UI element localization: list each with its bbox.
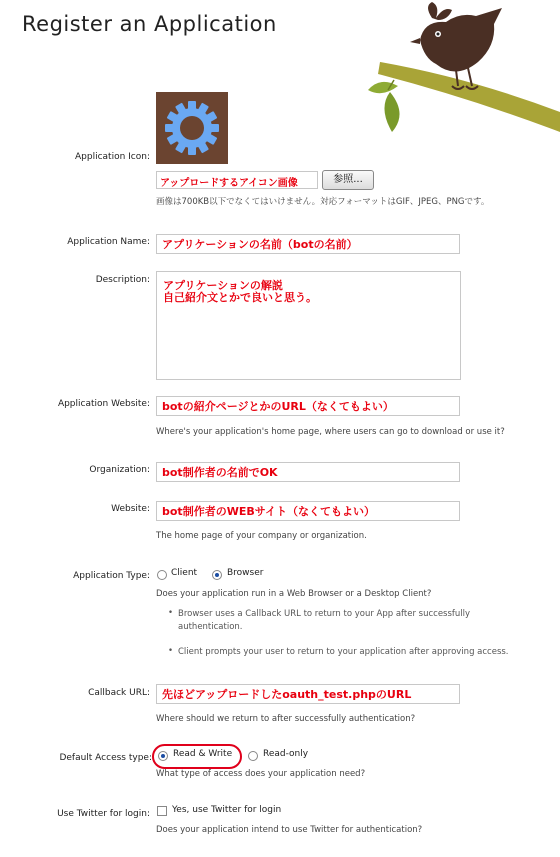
twitter-login-help: Does your application intend to use Twitter for authentication? [156,825,423,835]
icon-file-input[interactable]: アップロードするアイコン画像 [156,171,318,189]
read-write-radio[interactable] [158,751,168,761]
callback-url-help: Where should we return to after successfully authentication? [156,714,416,724]
website-help: The home page of your company or organization. [156,531,367,541]
client-option-label: Client [171,568,198,578]
access-type-help: What type of access does your application need? [156,769,366,779]
description-textarea[interactable] [156,271,461,380]
organization-label: Organization: [89,465,150,475]
twitter-login-checkbox[interactable] [157,806,167,816]
read-write-option-label: Read & Write [173,749,233,759]
wind-up-key-icon [428,2,452,20]
bird-on-branch-illustration [360,0,560,140]
application-website-help: Where's your application's home page, where users can go to download or use it? [156,427,505,437]
application-name-field[interactable]: アプリケーションの名前（botの名前） [156,234,460,254]
twitter-login-label: Use Twitter for login: [57,809,150,819]
application-type-help: Does your application run in a Web Browser or a Desktop Client? [156,589,432,599]
application-website-label: Application Website: [57,399,150,409]
browser-note-line: Browser uses a Callback URL to return to your App after successfully [178,609,471,619]
application-website-field[interactable]: botの紹介ページとかのURL（なくてもよい） [156,396,460,416]
read-only-radio[interactable] [248,751,258,761]
bullet-dot: • [168,608,174,618]
browser-note [178,608,518,634]
gear-icon [156,92,228,164]
website-field[interactable]: bot制作者のWEBサイト（なくてもよい） [156,501,460,521]
application-type-label: Application Type: [73,571,150,581]
browse-button[interactable]: 参照... [322,170,374,190]
client-radio[interactable] [157,570,167,580]
browser-radio[interactable] [212,570,222,580]
description-label: Description: [95,275,150,285]
default-access-type-label: Default Access type: [59,753,152,763]
callback-url-field[interactable]: 先ほどアップロードしたoauth_test.phpのURL [156,684,460,704]
application-icon-image [156,92,228,164]
application-name-label: Application Name: [67,237,150,247]
website-label: Website: [111,504,150,514]
bullet-dot: • [168,646,174,656]
twitter-login-option-label: Yes, use Twitter for login [172,805,282,815]
organization-field[interactable]: bot制作者の名前でOK [156,462,460,482]
read-only-option-label: Read-only [263,749,309,759]
client-note: Client prompts your user to return to your application after approving access. [178,647,509,657]
description-line: アプリケーションの解説 [163,279,283,292]
application-icon-label: Application Icon: [75,152,150,162]
page-title: Register an Application [22,12,277,36]
browser-option-label: Browser [227,568,264,578]
callback-url-label: Callback URL: [88,688,150,698]
leaf-icon [384,92,399,132]
description-line: 自己紹介文とかで良いと思う。 [163,291,317,304]
icon-help-text: 画像は700KB以下でなくてはいけません。対応フォーマットはGIF、JPEG、PNGです。 [156,197,490,207]
browser-note-line: authentication. [178,622,243,632]
